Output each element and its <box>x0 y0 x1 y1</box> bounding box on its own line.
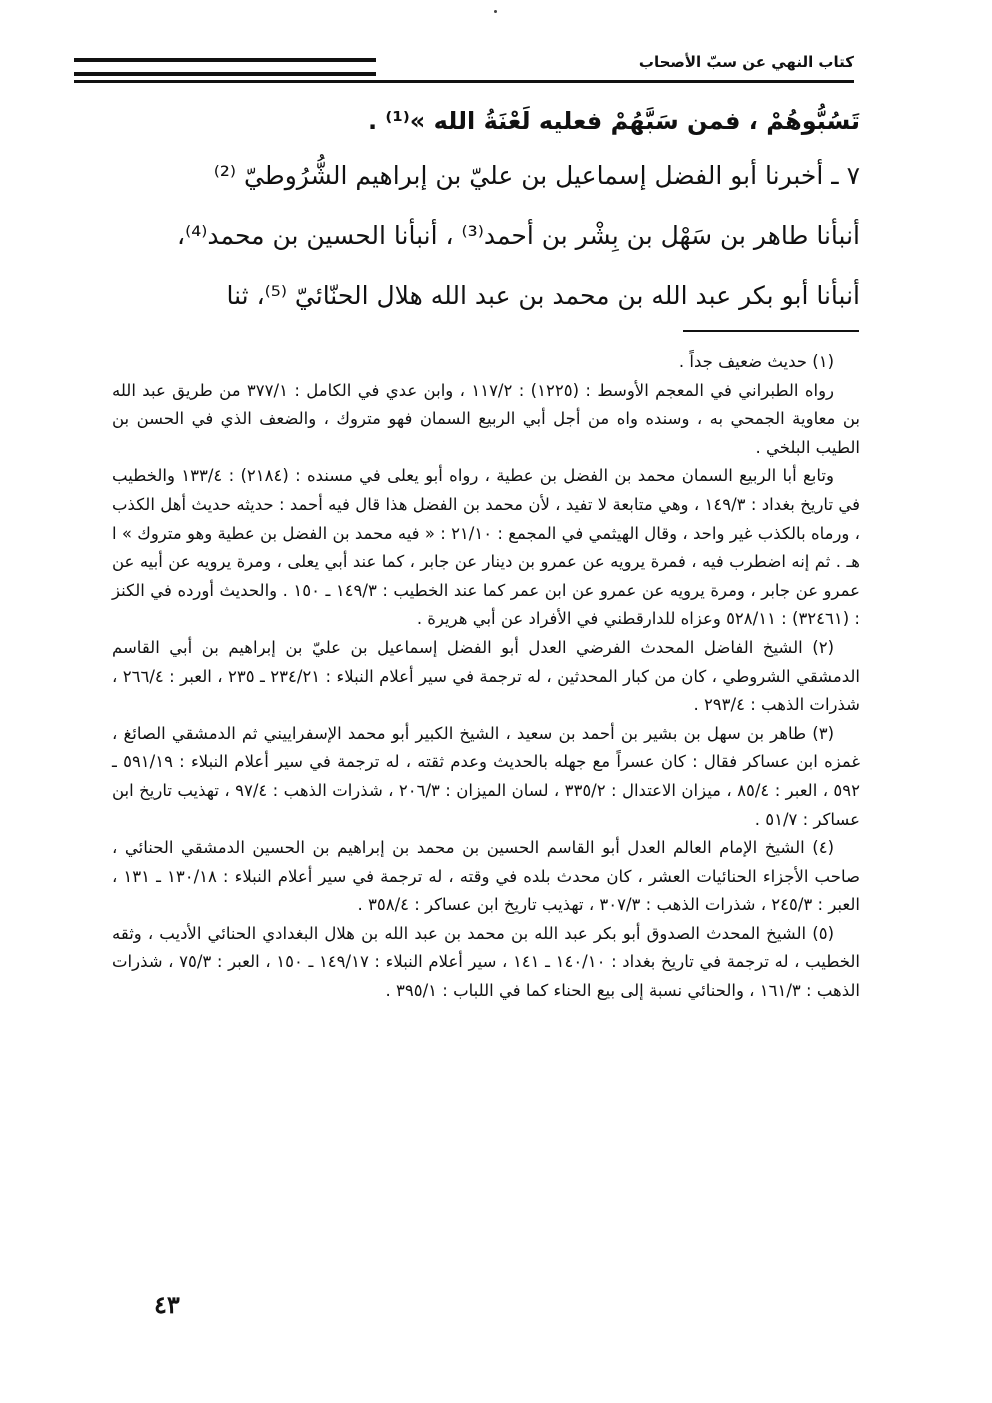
main-line-1: تَسُبُّوهُمْ ، فمن سَبَّهُمْ فعليه لَعْنَةُ الله »⁽¹⁾ . <box>367 107 860 135</box>
footnote-1-sources: رواه الطبراني في المعجم الأوسط : (١٢٢٥) : ١١٧/٢ ، وابن عدي في الكامل : ٣٧٧/١ من طريق عبد الله بن معاوية الجمحي به ، وسنده واه من أجل أبي الربيع السمان فهو متروك ، والضعف الذي في الحسن بن الطيب البلخي . <box>112 380 860 457</box>
footnote-1: (١) حديث ضعيف جداً . <box>678 352 834 371</box>
header-underline <box>74 80 854 83</box>
footnote-1-followup: وتابع أبا الربيع السمان محمد بن الفضل بن عطية ، رواه أبو يعلى في مسنده : (٢١٨٤) : ١٣٣/٤ والخطيب في تاريخ بغداد : ١٤٩/٣ ، وهي متابعة لا تفيد ، لأن محمد بن الفضل هذا قال فيه أحمد : حديثه حديث أهل الكذب ، ورماه بالكذب غير واحد ، وقال الهيثمي في المجمع : ٢١/١٠ : « فيه محمد بن الفضل بن عطية وهو متروك » ا هـ . ثم إنه اضطرب فيه ، فمرة يرويه عن عمرو بن دينار عن جابر ، كما عند أبي يعلى ، ومرة يرويه عن أبيه عن عمرو عن جابر ، ومرة يرويه عن عمرو عن ابن عمر كما عند الخطيب : ١٤٩/٣ ـ ١٥٠ . والحديث أورده في الكنز : (٣٢٤٦١) : ٥٢٨/١١ وعزاه للدارقطني في الأفراد عن أبي هريرة . <box>112 466 861 629</box>
footnote-separator <box>683 330 859 332</box>
main-line-2: ٧ ـ أخبرنا أبو الفضل إسماعيل بن عليّ بن إبراهيم الشُّرُوطيّ ⁽²⁾ <box>213 161 860 190</box>
footnotes <box>112 348 860 1006</box>
header-title: كتاب النهي عن سبّ الأصحاب <box>638 53 854 71</box>
scan-speck <box>494 10 497 13</box>
footnote-2: (٢) الشيخ الفاضل المحدث الفرضي العدل أبو الفضل إسماعيل بن عليّ بن إبراهيم بن أبي القاسم الدمشقي الشروطي ، كان من كبار المحدثين ، له ترجمة في سير أعلام النبلاء : ٢٣٤/٢١ ـ ٢٣٥ ، العبر : ٢٦٦/٤ ، شذرات الذهب : ٢٩٣/٤ . <box>112 637 860 715</box>
footnote-3: (٣) طاهر بن سهل بن بشير بن أحمد بن سعيد ، الشيخ الكبير أبو محمد الإسفراييني ثم الدمشقي الصائغ ، غمزه ابن عساكر فقال : كان عسراً مع جهله بالحديث وعدم ثقته ، له ترجمة في سير أعلام النبلاء : ٥٩١/١٩ ـ ٥٩٢ ، العبر : ٨٥/٤ ، ميزان الاعتدال : ٣٣٥/٢ ، لسان الميزان : ٢٠٦/٣ ، شذرات الذهب : ٩٧/٤ ، تهذيب تاريخ ابن عساكر : ٥١/٧ . <box>112 723 861 829</box>
main-text <box>112 96 860 326</box>
footnote-5: (٥) الشيخ المحدث الصدوق أبو بكر عبد الله بن محمد بن عبد الله بن هلال البغدادي الحنائي الأديب ، وثقه الخطيب ، له ترجمة في تاريخ بغداد : ١٤٠/١٠ ـ ١٤١ ، سير أعلام النبلاء : ١٤٩/١٧ ـ ١٥٠ ، العبر : ٧٥/٣ ، شذرات الذهب : ١٦١/٣ ، والحنائي نسبة إلى بيع الحناء كما في اللباب : ٣٩٥/١ . <box>112 923 860 1001</box>
page-number: ٤٣ <box>154 1290 180 1319</box>
header-double-rule <box>74 58 376 76</box>
footnote-4: (٤) الشيخ الإمام العالم العدل أبو القاسم الحسين بن محمد بن إبراهيم بن الحسين الدمشقي الحنائي ، صاحب الأجزاء الحنائيات العشر ، كان محدث بلده في وقته ، له ترجمة في سير أعلام النبلاء : ١٣٠/١٨ ـ ١٣١ ، العبر : ٢٤٥/٣ ، شذرات الذهب : ٣٠٧/٣ ، تهذيب تاريخ ابن عساكر : ٣٥٨/٤ . <box>112 838 860 915</box>
running-header <box>70 44 862 92</box>
main-line-3: أنبأنا طاهر بن سَهْل بن بِشْر بن أحمد⁽³⁾ ، أنبأنا الحسين بن محمد⁽⁴⁾، <box>177 221 860 250</box>
main-line-4: أنبأنا أبو بكر عبد الله بن محمد بن عبد الله هلال الحنّائيّ ⁽⁵⁾، ثنا <box>226 281 860 310</box>
